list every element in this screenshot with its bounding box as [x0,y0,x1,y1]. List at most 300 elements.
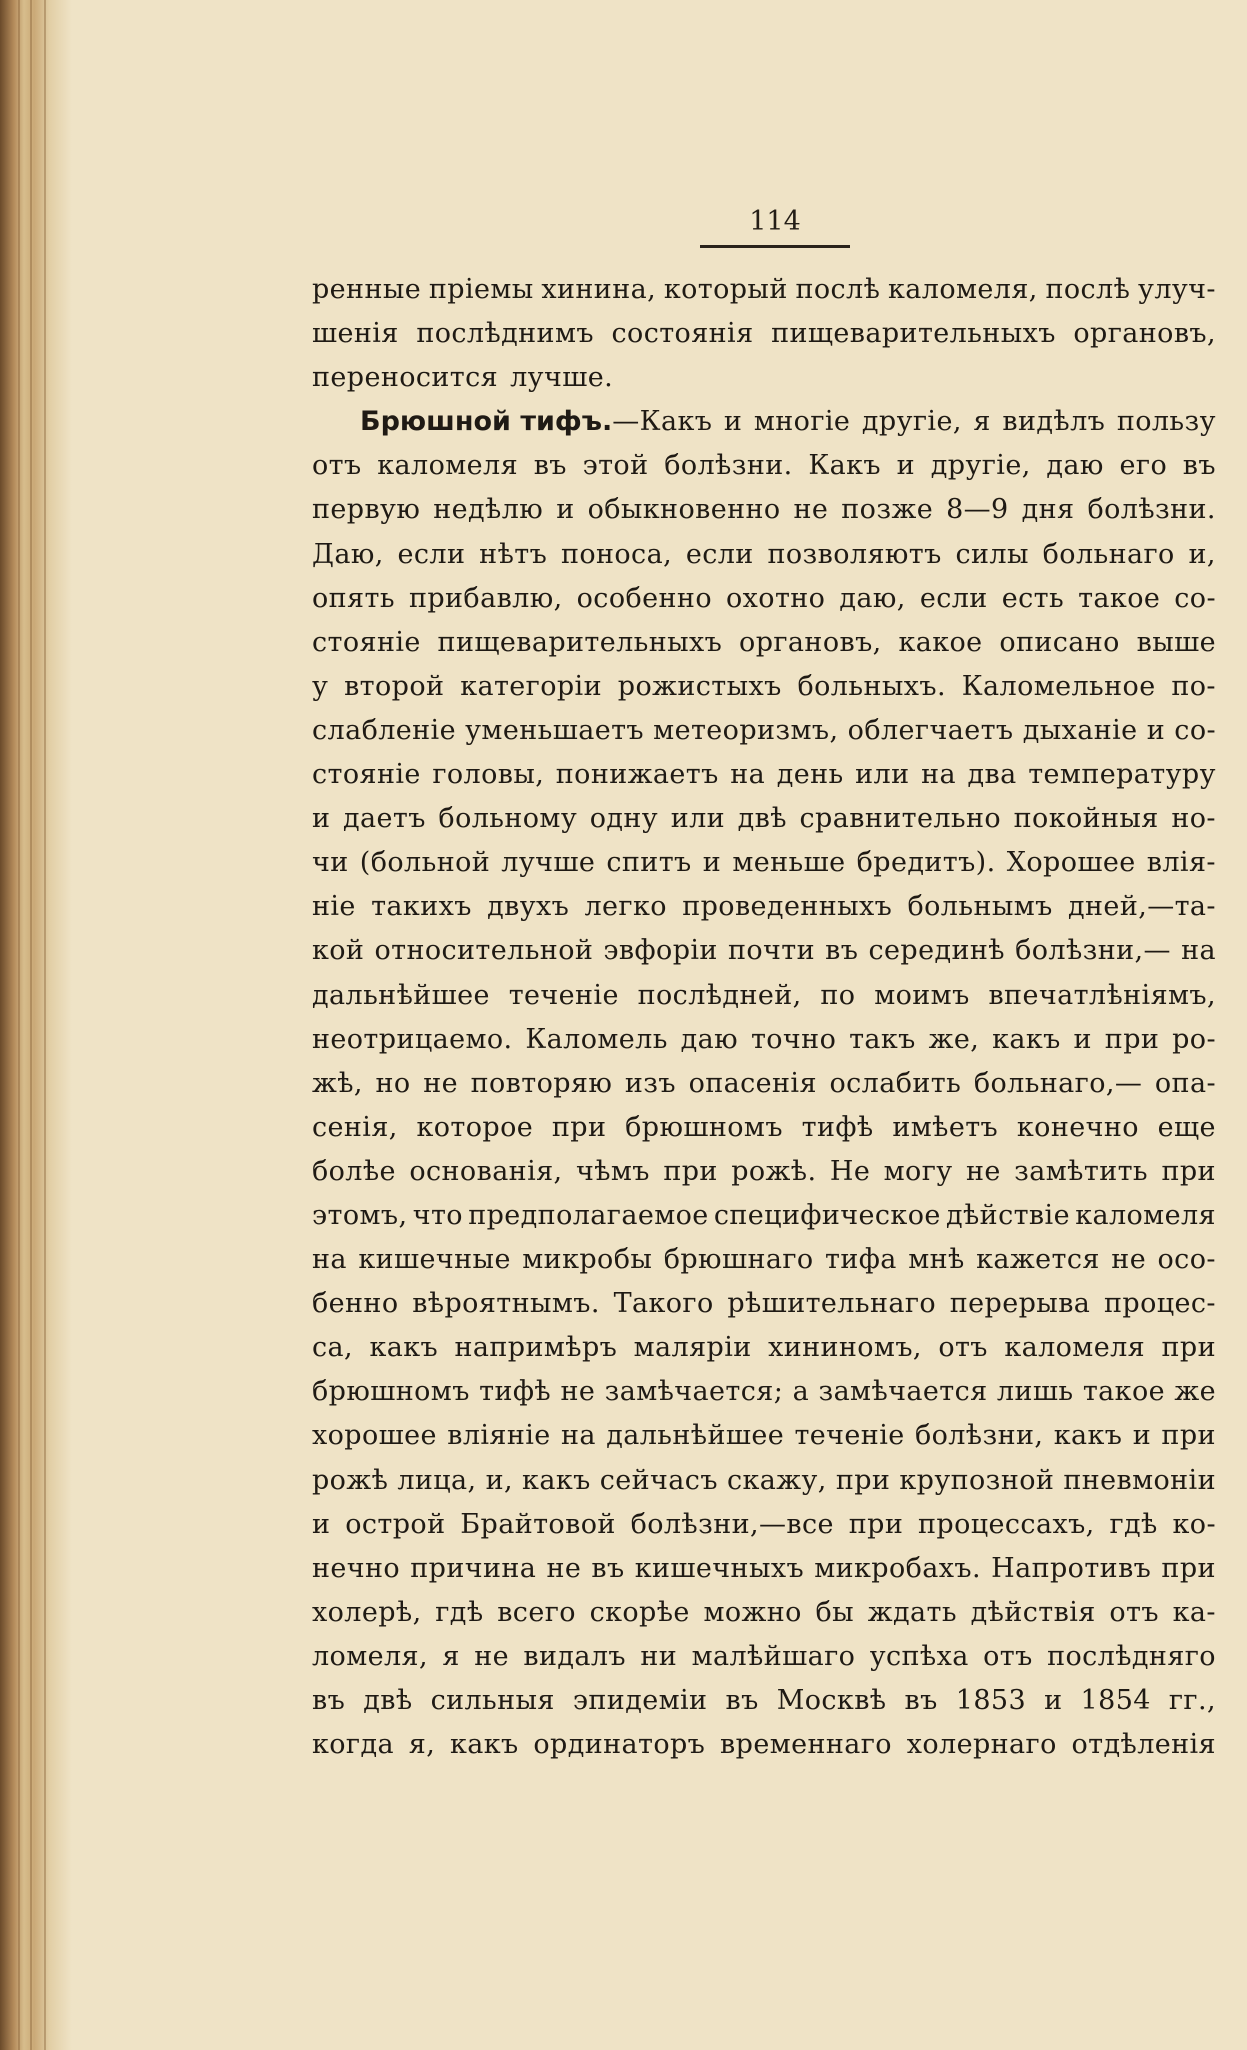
word: эвфоріи [603,935,718,967]
text-line [312,841,1216,885]
word: брюшномъ [312,1376,470,1408]
word: хининомъ, [768,1332,922,1364]
word: рожистыхъ [617,670,782,702]
word: тифѣ [801,1111,874,1143]
word: скорѣе [589,1596,690,1628]
word: рожѣ [312,1464,389,1496]
text-line [312,1635,1216,1679]
word: пользу [1116,406,1216,438]
word: въ [591,1552,625,1584]
word: каломеля, [888,274,1038,305]
page-edge [18,0,20,2050]
word: ждать [867,1596,957,1628]
word: и, [1188,538,1216,570]
word: день [776,759,844,791]
word: не [793,494,829,526]
word: или [670,803,726,835]
text-line [312,1062,1216,1106]
text-line [312,400,1216,444]
word: неотрицаемо. [312,1023,513,1055]
word: какъ [992,1023,1061,1055]
word: послѣдней, [637,979,802,1011]
word: у [312,670,329,702]
word: пріемы [428,274,534,305]
word: можно [703,1596,802,1628]
word: въ [312,1685,346,1716]
word: ни [640,1640,678,1672]
word: тифа [825,1244,897,1276]
word: пневмоніи [1063,1464,1216,1496]
word: есть [1001,582,1065,614]
page-body-text [312,268,1216,1767]
word: ро- [1172,1023,1216,1055]
word: двѣ [363,1685,413,1716]
word: хинина, [541,274,657,305]
word: въ [825,935,859,967]
text-line [312,1106,1216,1150]
word: —Какъ [612,406,713,438]
word: какъ [449,1729,519,1761]
word: состоянія [611,318,754,350]
word: дѣйствіе [945,1199,1070,1231]
page-number: 114 [749,206,801,237]
text-line [312,1503,1216,1547]
text-line [312,1459,1216,1503]
word: покойныя [1013,803,1159,835]
word: нѣтъ [479,538,548,570]
word: уменьшаетъ [465,714,644,746]
word: Каломельное [961,670,1156,702]
word: переносится [312,362,499,394]
word: по- [1171,670,1216,702]
word: и, [485,1464,513,1496]
word: при [1104,1023,1160,1055]
word: имѣетъ [892,1111,999,1143]
word: такое [1082,1376,1165,1408]
word: не [546,1552,582,1584]
word: болѣзни,—все [630,1508,834,1540]
word: не [1111,1244,1147,1276]
text-line [312,268,1216,312]
word: въ [725,1685,759,1716]
word: я [442,1640,460,1672]
word: улуч- [1138,274,1216,305]
word: Москвѣ [776,1685,887,1716]
word: какъ [522,1464,591,1496]
text-line [312,1238,1216,1282]
word: почти [727,935,816,967]
word: специфическое [713,1199,941,1231]
word: на [921,759,956,791]
word: лучше. [510,362,614,394]
heading-run [360,400,712,444]
word: я, [408,1729,436,1761]
word: 8—9 [946,494,1009,526]
word: ренные [312,274,422,305]
word: этой [582,450,649,482]
word: или [855,759,910,791]
word: Хорошее [1006,847,1136,879]
word: микробахъ. [814,1552,981,1584]
text-line [312,621,1216,665]
word: я [973,406,991,438]
word: острой [345,1508,446,1540]
text-line [312,1326,1216,1370]
word: Не [829,1155,871,1187]
text-line [312,577,1216,621]
text-line [312,929,1216,973]
word: Напротивъ [991,1552,1152,1584]
word: кишечныхъ [634,1552,805,1584]
word: многіе [753,406,851,438]
text-line [312,1194,1216,1238]
word: Такого [613,1288,714,1320]
word: даю, [839,582,906,614]
word: два [967,759,1017,791]
word: не [474,1640,509,1672]
word: ка- [1172,1596,1216,1628]
word: поноса, [560,538,673,570]
word: холерѣ, [312,1596,422,1628]
text-line [312,974,1216,1018]
word: позже [841,494,934,526]
section-heading: Брюшной тифъ. [360,406,613,438]
word: могу [883,1155,953,1187]
word: 1854 [1080,1685,1151,1716]
word: второй [344,670,445,702]
word: прибавлю, [408,582,563,614]
word: бредитъ). [856,847,996,879]
word: 1853 [955,1685,1027,1716]
word: со- [1174,582,1216,614]
word: ординаторъ [533,1729,706,1761]
word: болѣзни. [664,450,793,482]
word: особенно [576,582,712,614]
word: органовъ, [1073,318,1216,350]
text-line [312,709,1216,753]
word: процессахъ, [918,1508,1095,1540]
word: причина [410,1552,537,1584]
word: опа- [1154,1067,1216,1099]
word: опасенія [688,1067,817,1099]
word: больнаго [1042,538,1175,570]
word: бенно [312,1288,399,1320]
word: ніе [312,891,356,923]
word: кой [312,935,365,967]
word: влія- [1146,847,1216,879]
word: пищеварительныхъ [771,318,1056,350]
word: и [312,1508,331,1540]
word: осо- [1157,1244,1216,1276]
word: въ [533,450,567,482]
word: Даю, [312,538,384,570]
word: недѣлю [433,494,544,526]
word: даю [1046,450,1104,482]
word: кишечные [358,1244,511,1276]
word: и [1073,1023,1092,1055]
word: относительной [374,935,594,967]
word: вліяніе [447,1420,551,1452]
word: при [551,1111,607,1143]
word: меньше [732,847,846,879]
word: облегчаетъ [847,714,1014,746]
word: если [397,538,466,570]
word: по [820,979,856,1011]
text-line [312,1679,1216,1723]
text-line [312,1591,1216,1635]
word: и [896,450,916,482]
word: но [375,1067,411,1099]
word: шенія [312,318,399,350]
word: дѣйствія [970,1596,1096,1628]
word: дыханіе [1022,714,1138,746]
word: основанія, [409,1155,563,1187]
word: точно [750,1023,837,1055]
word: же [1174,1376,1216,1408]
text-line [312,1547,1216,1591]
word: предполагаемое [468,1199,709,1231]
word: брюшномъ [625,1111,783,1143]
word: всего [497,1596,576,1628]
word: этомъ, [312,1199,408,1231]
word: при [1161,1155,1216,1187]
word: сравнительно [799,803,1002,835]
word: температуру [1028,759,1216,791]
word: конечно [1016,1111,1139,1143]
word: на [560,1420,596,1452]
word: сильныя [430,1685,555,1716]
word: двѣ [737,803,787,835]
word: гг., [1168,1685,1216,1716]
word: и [312,803,331,835]
word: со- [1174,714,1216,746]
word: лучше [501,847,596,879]
word: когда [312,1729,394,1761]
word: изъ [624,1067,676,1099]
word: Какъ [808,450,881,482]
word: органовъ, [739,626,882,658]
word: въ [904,1685,938,1716]
word: перерыва [949,1288,1091,1320]
word: и [723,406,743,438]
word: первую [312,494,421,526]
word: дней,—та- [1068,891,1216,923]
word: скажу, [726,1464,827,1496]
word: хорошее [312,1420,437,1452]
word: послѣ [795,274,881,305]
word: метеоризмъ, [653,714,839,746]
word: замѣчается [818,1376,988,1408]
word: какое [898,626,983,658]
word: болѣзни,— [1015,935,1171,967]
word: временнаго [720,1729,892,1761]
word: послѣ [1045,274,1131,305]
page-number-rule [700,245,850,248]
word: каломеля [1004,1332,1146,1364]
text-line [312,356,1216,400]
word: его [1119,450,1168,482]
word: и [1132,1420,1152,1452]
word: брюшнаго [663,1244,814,1276]
text-line [312,444,1216,488]
word: отдѣленія [1071,1729,1216,1761]
word: при [1161,1420,1216,1452]
word: Брайтовой [460,1508,616,1540]
word: чи [312,847,349,879]
word: вѣроятнымъ. [412,1288,600,1320]
word: болѣе [312,1155,396,1187]
word: стояніе [312,759,421,791]
word: болѣзни, [914,1420,1044,1452]
text-line [312,1150,1216,1194]
word: са, [312,1332,354,1364]
word: впечатлѣніямъ, [988,979,1216,1011]
word: нечно [312,1552,401,1584]
word: что [412,1199,463,1231]
word: двухъ [487,891,570,923]
word: спитъ [606,847,692,879]
text-line [312,488,1216,532]
word: на [1181,935,1216,967]
word: дальнѣйшее [312,979,490,1011]
word: болѣзни. [1087,494,1216,526]
word: крупозной [899,1464,1055,1496]
word: эпидеміи [572,1685,708,1716]
word: не [965,1155,1001,1187]
word: при [1161,1552,1216,1584]
word: отъ [938,1332,988,1364]
word: холернаго [906,1729,1057,1761]
text-line [312,665,1216,709]
word: послѣдняго [1047,1640,1216,1672]
word: такихъ [371,891,472,923]
word: а [792,1376,810,1408]
word: процес- [1104,1288,1216,1320]
word: такое [1078,582,1161,614]
text-line [312,1370,1216,1414]
word: чѣмъ [575,1155,650,1187]
word: пищеварительныхъ [437,626,723,658]
word: послѣднимъ [416,318,594,350]
word: которое [416,1111,534,1143]
word: малѣйшаго [691,1640,856,1672]
word: каломеля [377,450,519,482]
text-line [312,1282,1216,1326]
word: если [685,538,754,570]
word: въ [1182,450,1216,482]
word: силы [955,538,1029,570]
word: (больной [359,847,491,879]
word: теченіе [508,979,619,1011]
word: и [556,494,575,526]
word: при [848,1508,904,1540]
word: даетъ [343,803,426,835]
word: маляріи [633,1332,752,1364]
word: кажется [976,1244,1100,1276]
word: больному [438,803,578,835]
text-line [312,533,1216,577]
word: лишь [996,1376,1074,1408]
word: проведенныхъ [682,891,893,923]
word: стояніе [312,626,421,658]
word: на [730,759,766,791]
word: замѣтить [1014,1155,1149,1187]
word: сенія, [312,1111,398,1143]
word: который [663,274,788,305]
word: больнымъ [907,891,1053,923]
word: категоріи [460,670,602,702]
word: каломеля [1075,1199,1216,1231]
word: Каломель [525,1023,668,1055]
word: другіе, [861,406,962,438]
word: ко- [1172,1508,1216,1540]
word: какъ [369,1332,439,1364]
word: гдѣ [1109,1508,1158,1540]
word: ломеля, [312,1640,428,1672]
text-line [312,885,1216,929]
text-line [312,312,1216,356]
word: мнѣ [908,1244,965,1276]
word: выше [1136,626,1216,658]
word: охотно [726,582,826,614]
word: такъ [849,1023,916,1055]
word: на [312,1244,347,1276]
word: какъ [1053,1420,1123,1452]
word: еще [1157,1111,1216,1143]
word: напримѣръ [454,1332,618,1364]
word: и [1146,714,1166,746]
word: отъ [983,1640,1033,1672]
word: микробы [522,1244,653,1276]
word: если [919,582,988,614]
word: рожѣ. [731,1155,817,1187]
word: моимъ [874,979,970,1011]
word: ослабить [829,1067,962,1099]
word: и [1044,1685,1063,1716]
word: при [663,1155,718,1187]
word: гдѣ [435,1596,484,1628]
text-line [312,1723,1216,1767]
word: тифѣ [479,1376,552,1408]
word: успѣха [869,1640,969,1672]
word: не [560,1376,596,1408]
text-line [312,1414,1216,1458]
word: другіе, [930,450,1031,482]
word: при [1161,1332,1216,1364]
page-edge [30,0,32,2050]
text-line [312,797,1216,841]
word: серединѣ [868,935,1005,967]
word: больнаго,— [973,1067,1143,1099]
word: видалъ [523,1640,627,1672]
word: легко [584,891,667,923]
word: видѣлъ [1002,406,1106,438]
word: повторяю [470,1067,613,1099]
word: одну [589,803,659,835]
word: же, [928,1023,980,1055]
text-line [312,1018,1216,1062]
word: теченіе [794,1420,905,1452]
word: дальнѣйшее [606,1420,785,1452]
word: обыкновенно [587,494,781,526]
word: слабленіе [312,714,456,746]
text-line [312,753,1216,797]
word: отъ [1109,1596,1159,1628]
word: дня [1021,494,1075,526]
word: больныхъ. [797,670,946,702]
word: при [835,1464,891,1496]
word: даю [680,1023,739,1055]
